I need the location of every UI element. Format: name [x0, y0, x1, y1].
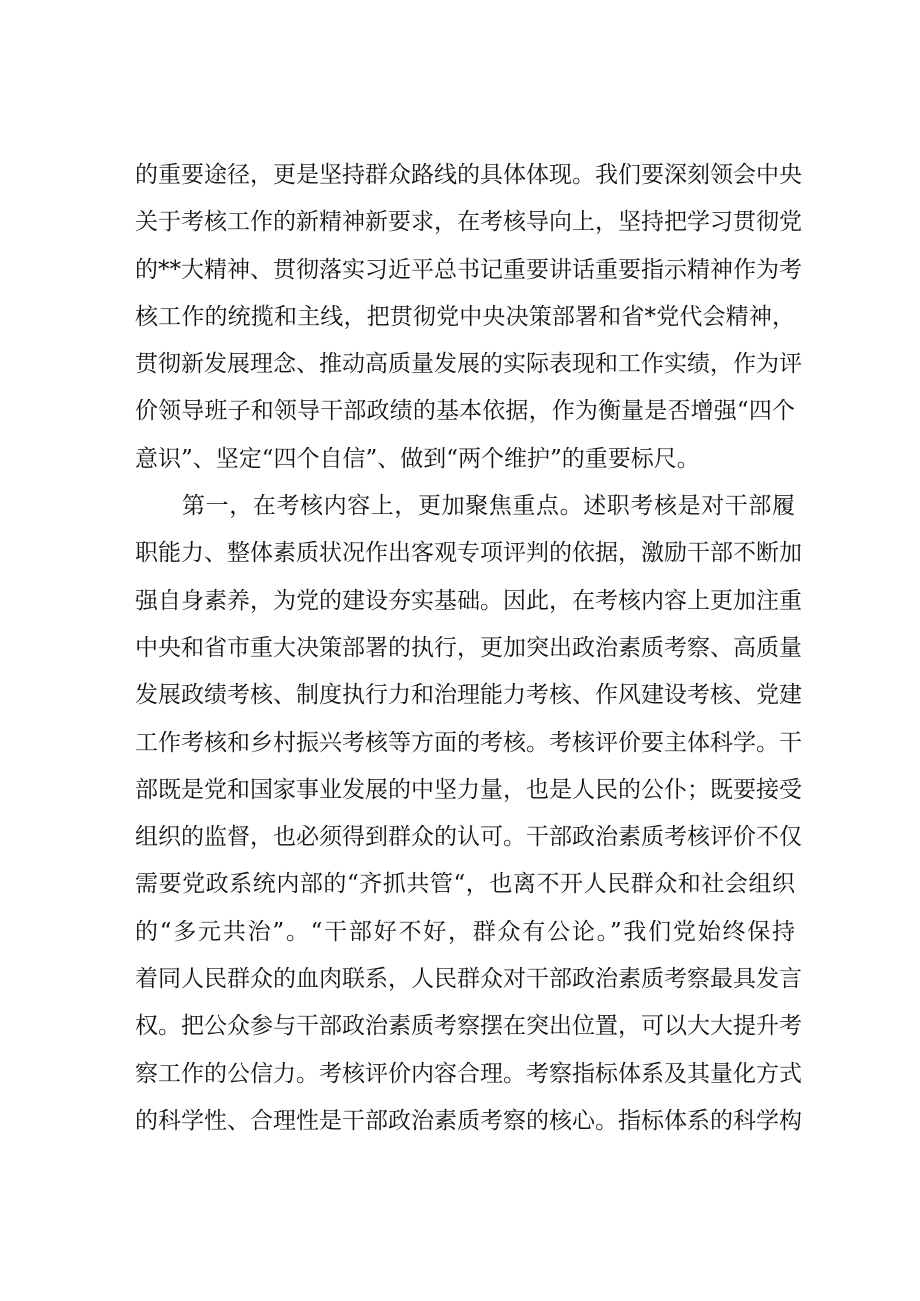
paragraph-1-line-4: 核工作的统揽和主线，把贯彻党中央决策部署和省*党代会精神，: [135, 303, 795, 330]
paragraph-2-line-8: 组织的监督，也必须得到群众的认可。干部政治素质考核评价不仅: [135, 824, 802, 851]
paragraph-1-line-3: 的**大精神、贯彻落实习近平总书记重要讲话重要指示精神作为考: [135, 256, 802, 283]
paragraph-2-line-6: 工作考核和乡村振兴考核等方面的考核。考核评价要主体科学。干: [135, 729, 802, 756]
paragraph-2-line-4: 中央和省市重大决策部署的执行，更加突出政治素质考察、高质量: [135, 634, 802, 661]
paragraph-2-line-10: 的“多元共治”。“干部好不好，群众有公论。”我们党始终保持: [135, 918, 795, 945]
paragraph-2-line-7: 部既是党和国家事业发展的中坚力量，也是人民的公仆；既要接受: [135, 776, 802, 803]
paragraph-1-line-5: 贯彻新发展理念、推动高质量发展的实际表现和工作实绩，作为评: [135, 351, 802, 378]
paragraph-2-line-1: 第一，在考核内容上，更加聚焦重点。述职考核是对干部履: [182, 493, 795, 520]
paragraph-2-line-3: 强自身素养，为党的建设夯实基础。因此，在考核内容上更加注重: [135, 587, 802, 614]
paragraph-2-line-14: 的科学性、合理性是干部政治素质考察的核心。指标体系的科学构: [135, 1107, 802, 1134]
paragraph-2-line-12: 权。把公众参与干部政治素质考察摆在突出位置，可以大大提升考: [135, 1013, 802, 1040]
paragraph-1-line-7: 意识”、坚定“四个自信”、做到“两个维护”的重要标尺。: [135, 445, 700, 472]
paragraph-1: [135, 152, 802, 483]
paragraph-1-line-1: 的重要途径，更是坚持群众路线的具体体现。我们要深刻领会中央: [135, 162, 802, 188]
paragraph-1-line-6: 价领导班子和领导干部政绩的基本依据，作为衡量是否增强“四个: [135, 398, 795, 425]
paragraph-2-line-11: 着同人民群众的血肉联系，人民群众对干部政治素质考察最具发言: [135, 966, 802, 993]
document-body: [135, 152, 802, 1145]
paragraph-2-line-13: 察工作的公信力。考核评价内容合理。考察指标体系及其量化方式: [135, 1060, 802, 1087]
paragraph-2-line-2: 职能力、整体素质状况作出客观专项评判的依据，激励干部不断加: [135, 540, 802, 567]
paragraph-2: [135, 483, 802, 1145]
paragraph-1-line-2: 关于考核工作的新精神新要求，在考核导向上，坚持把学习贯彻党: [135, 209, 802, 236]
paragraph-2-line-5: 发展政绩考核、制度执行力和治理能力考核、作风建设考核、党建: [135, 682, 802, 709]
paragraph-2-line-9: 需要党政系统内部的“齐抓共管“，也离不开人民群众和社会组织: [135, 871, 795, 898]
